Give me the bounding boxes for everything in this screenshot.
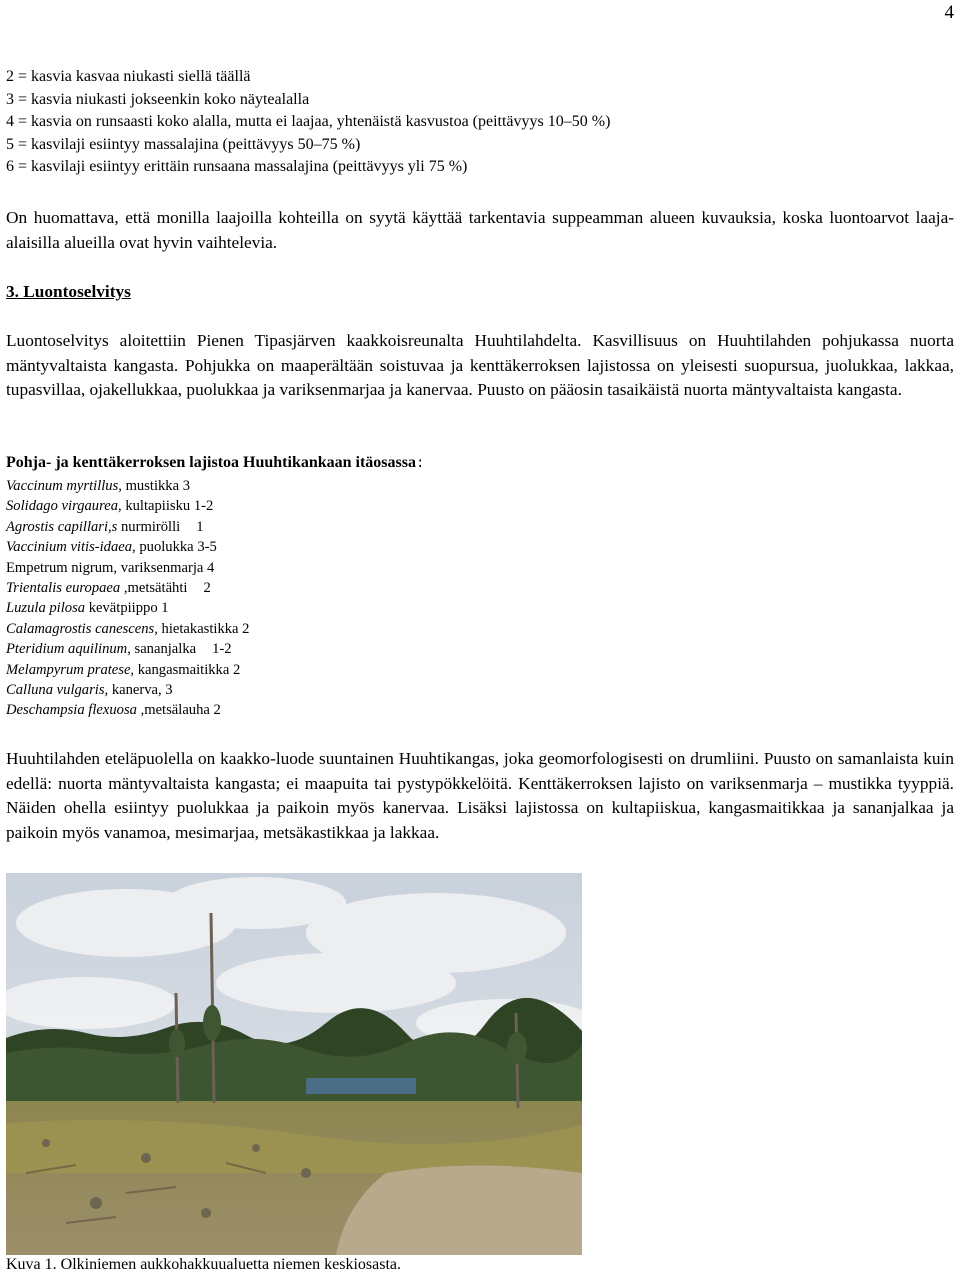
clearcut-photo — [6, 873, 582, 1255]
species-row — [6, 700, 249, 720]
species-scientific-name: Agrostis capillari,s — [6, 518, 118, 535]
scale-item: 6 = kasvilaji esiintyy erittäin runsaana massalajina (peittävyys yli 75 %) — [6, 158, 468, 176]
species-row — [6, 598, 249, 618]
species-row — [6, 680, 249, 700]
scale-item: 5 = kasvilaji esiintyy massalajina (peittävyys 50–75 %) — [6, 135, 361, 153]
species-row — [6, 639, 249, 659]
species-scientific-name: Calamagrostis canescens — [6, 620, 155, 637]
species-common-name: , sananjalka — [127, 641, 197, 658]
species-scientific-name: Solidago virgaurea — [6, 498, 119, 515]
scale-item: 4 = kasvia on runsaasti koko alalla, mutta ei laajaa, yhtenäistä kasvustoa (peittävyys 10–50 %) — [6, 113, 611, 131]
species-row — [6, 476, 249, 496]
species-scientific-name: Trientalis europaea — [6, 580, 121, 597]
species-list-title-text: Pohja- ja kenttäkerroksen lajistoa Huuhtikankaan itäosassa — [6, 454, 416, 471]
species-scientific-name: Deschampsia flexuosa — [6, 702, 137, 719]
species-list-title-colon: : — [415, 456, 425, 472]
species-common-name: kanerva, 3 — [108, 682, 173, 699]
species-scientific-name: Vaccinum myrtillus — [6, 478, 119, 494]
species-abundance: 1 — [196, 518, 204, 535]
species-scientific-name: Melampyrum pratese, — [6, 661, 135, 678]
species-common-name: ,metsätähti — [120, 580, 188, 597]
species-common-name: kangasmaitikka 2 — [134, 661, 241, 678]
species-common-name: nurmirölli — [117, 518, 181, 535]
scale-item: 3 = kasvia niukasti jokseenkin koko näytealalla — [6, 90, 310, 108]
species-common-name: , hietakastikka 2 — [154, 620, 250, 637]
species-common-name: puolukka 3-5 — [135, 539, 217, 556]
species-row — [6, 578, 249, 598]
paragraph-note: On huomattava, että monilla laajoilla kohteilla on syytä käyttää tarkentavia suppeamman alueen kuvauksia, koska luontoarvot laaja-alaisilla alueilla ovat hyvin vaihtelevia. — [6, 208, 954, 252]
species-scientific-name: Luzula pilosa — [6, 600, 86, 617]
abundance-scale — [6, 66, 610, 179]
species-row — [6, 517, 249, 537]
species-scientific-name: Vaccinium vitis-idaea, — [6, 539, 136, 556]
species-abundance: 2 — [203, 580, 211, 597]
species-row — [6, 619, 249, 639]
species-scientific-name: Calluna vulgaris, — [6, 682, 109, 699]
species-scientific-name: Pteridium aquilinum — [6, 641, 128, 658]
species-common-name: ,metsälauha 2 — [136, 702, 221, 719]
species-row — [6, 558, 249, 578]
scale-item: 2 = kasvia kasvaa niukasti siellä täällä — [6, 68, 251, 85]
species-row — [6, 537, 249, 557]
species-abundance: 1-2 — [212, 641, 232, 658]
section-heading: 3. Luontoselvitys — [6, 282, 131, 301]
species-common-name: Empetrum nigrum, variksenmarja 4 — [6, 559, 215, 576]
species-common-name: , kultapiisku 1-2 — [118, 498, 214, 515]
figure-caption: Kuva 1. Olkiniemen aukkohakkuualuetta niemen keskiosasta. — [6, 1256, 402, 1273]
species-list — [6, 476, 249, 721]
page-number: 4 — [944, 2, 954, 23]
species-row — [6, 660, 249, 680]
paragraph-survey-intro: Luontoselvitys aloitettiin Pienen Tipasjärven kaakkoisreunalta Huuhtilahdelta. Kasvillisuus on Huuhtilahden pohjukassa nuorta mäntyvaltaista kangasta. Pohjukka on maaperältään soistuvaa ja kenttäkerroksen lajistossa on yleisesti suopursua, juolukkaa, lakkaa, tupasvillaa, ojakellukkaa, puolukkaa ja variksenmarjaa ja kanervaa. Puusto on pääosin tasaikäistä nuorta mäntyvaltaista kangasta. — [6, 331, 954, 400]
species-list-title — [6, 454, 424, 472]
species-common-name: , mustikka 3 — [118, 478, 191, 494]
species-common-name: kevätpiippo 1 — [85, 600, 169, 617]
paragraph-huuhtikangas: Huuhtilahden eteläpuolella on kaakko-luode suuntainen Huuhtikangas, joka geomorfologisesti on drumliini. Puusto on samanlaista kuin edellä: nuorta mäntyvaltaista kangasta; ei maapuita tai pystypökkelöitä. Kenttäkerroksen lajisto on variksenmarja – mustikka tyyppiä. Näiden ohella esiintyy puolukkaa ja paikoin myös kanervaa. Lisäksi lajistossa on kultapiiskua, kangasmaitikkaa ja sananjalkaa ja paikoin myös vanamoa, mesimarjaa, metsäkastikkaa ja lakkaa. — [6, 749, 954, 842]
species-row — [6, 496, 249, 516]
